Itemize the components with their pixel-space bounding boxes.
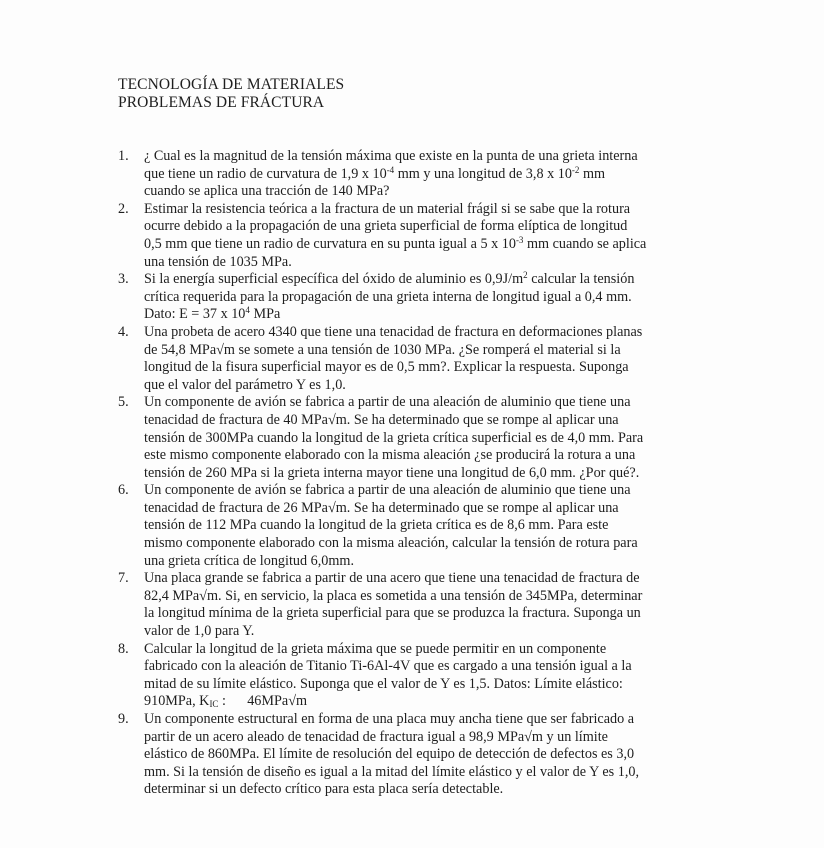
problem-text: ¿ Cual es la magnitud de la tensión máxima que existe en la punta de una grieta interna que tiene un radio de curvatura de 1,9 x $10^{-4}$ mm y una longitud de 3,8 x $10^{-2}$ mm cuando se aplica una tracción de 140 MPa? xyxy=(144,148,638,200)
problem-list xyxy=(118,148,648,799)
problem-number: 4. xyxy=(118,323,129,340)
problem-text: Calcular la longitud de la grieta máxima que se puede permitir en un componente fabricado con la aleación de Titanio Ti-6Al-4V que es cargado a una tensión igual a la mitad de su límite elástico. Suponga que el valor de Y es 1,5. Datos: Límite elástico: 910MPa, $K_{IC}$ : 46MPa√m xyxy=(144,640,632,710)
problem-text: Una probeta de acero 4340 que tiene una tenacidad de fractura en deformaciones planas de 54,8 MPa√m se somete a una tensión de 1030 MPa. ¿Se romperá el material si la longitud de la fisura superficial mayor es de 0,5 mm?. Explicar la respuesta. Suponga que el valor del parámetro Y es 1,0. xyxy=(144,323,643,393)
problem-item-7 xyxy=(118,570,648,640)
problem-item-4 xyxy=(118,324,648,394)
problem-text: Una placa grande se fabrica a partir de una acero que tiene una tenacidad de fractura de 82,4 MPa√m. Si, en servicio, la placa es sometida a una tensión de 345MPa, determinar la longitud mínima de la grieta superficial para que se produzca la fractura. Suponga un valor de 1,0 para Y. xyxy=(144,570,643,640)
problem-item-9 xyxy=(118,711,648,799)
problem-number: 2. xyxy=(118,200,129,217)
problem-number: 8. xyxy=(118,640,129,657)
problem-text: Si la energía superficial específica del óxido de aluminio es $0,9J/m^2$ calcular la tensión crítica requerida para la propagación de una grieta interna de longitud igual a 0,4 mm. Dato: E = 37 x $10^4$ MPa xyxy=(144,270,635,323)
problem-text: Estimar la resistencia teórica a la fractura de un material frágil si se sabe que la rotura ocurre debido a la propagación de una grieta superficial de forma elíptica de longitud 0,5 mm que tiene un radio de curvatura en su punta igual a 5 x $10^{-3}$ mm cuando se aplica una tensión de 1035 MPa. xyxy=(144,200,647,270)
problem-item-2 xyxy=(118,201,648,271)
document-header xyxy=(118,76,344,112)
course-title: TECNOLOGÍA DE MATERIALES xyxy=(118,76,345,93)
problem-number: 5. xyxy=(118,394,129,411)
problem-number: 1. xyxy=(118,148,129,164)
problem-number: 9. xyxy=(118,711,129,727)
document-title: PROBLEMAS DE FRÁCTURA xyxy=(118,94,325,111)
problem-item-8 xyxy=(118,641,648,711)
problem-text: Un componente de avión se fabrica a partir de una aleación de aluminio que tiene una tenacidad de fractura de 40 MPa√m. Se ha determinado que se rompe al aplicar una tensión de 300MPa cuando la longitud de la grieta crítica superficial es de 4,0 mm. Para este mismo componente elaborado con la misma aleación ¿se producirá la rotura a una tensión de 260 MPa si la grieta interna mayor tiene una longitud de 6,0 mm. ¿Por qué?. xyxy=(144,394,644,481)
problem-item-3 xyxy=(118,271,648,324)
problem-item-6 xyxy=(118,482,648,570)
problem-item-5 xyxy=(118,394,648,482)
problem-text: Un componente estructural en forma de una placa muy ancha tiene que ser fabricado a partir de un acero aleado de tenacidad de fractura igual a 98,9 MPa√m y un límite elástico de 860MPa. El límite de resolución del equipo de detección de defectos es 3,0 mm. Si la tensión de diseño es igual a la mitad del límite elástico y el valor de Y es 1,0, determinar si un defecto crítico para esta placa sería detectable. xyxy=(144,711,640,798)
problem-item-1 xyxy=(118,148,648,201)
problem-number: 6. xyxy=(118,482,129,499)
problem-text: Un componente de avión se fabrica a partir de una aleación de aluminio que tiene una tenacidad de fractura de 26 MPa√m. Se ha determinado que se rompe al aplicar una tensión de 112 MPa cuando la longitud de la grieta crítica es de 8,6 mm. Para este mismo componente elaborado con la misma aleación, calcular la tensión de rotura para una grieta crítica de longitud 6,0mm. xyxy=(144,482,638,569)
problem-number: 3. xyxy=(118,271,129,288)
problem-number: 7. xyxy=(118,570,129,587)
